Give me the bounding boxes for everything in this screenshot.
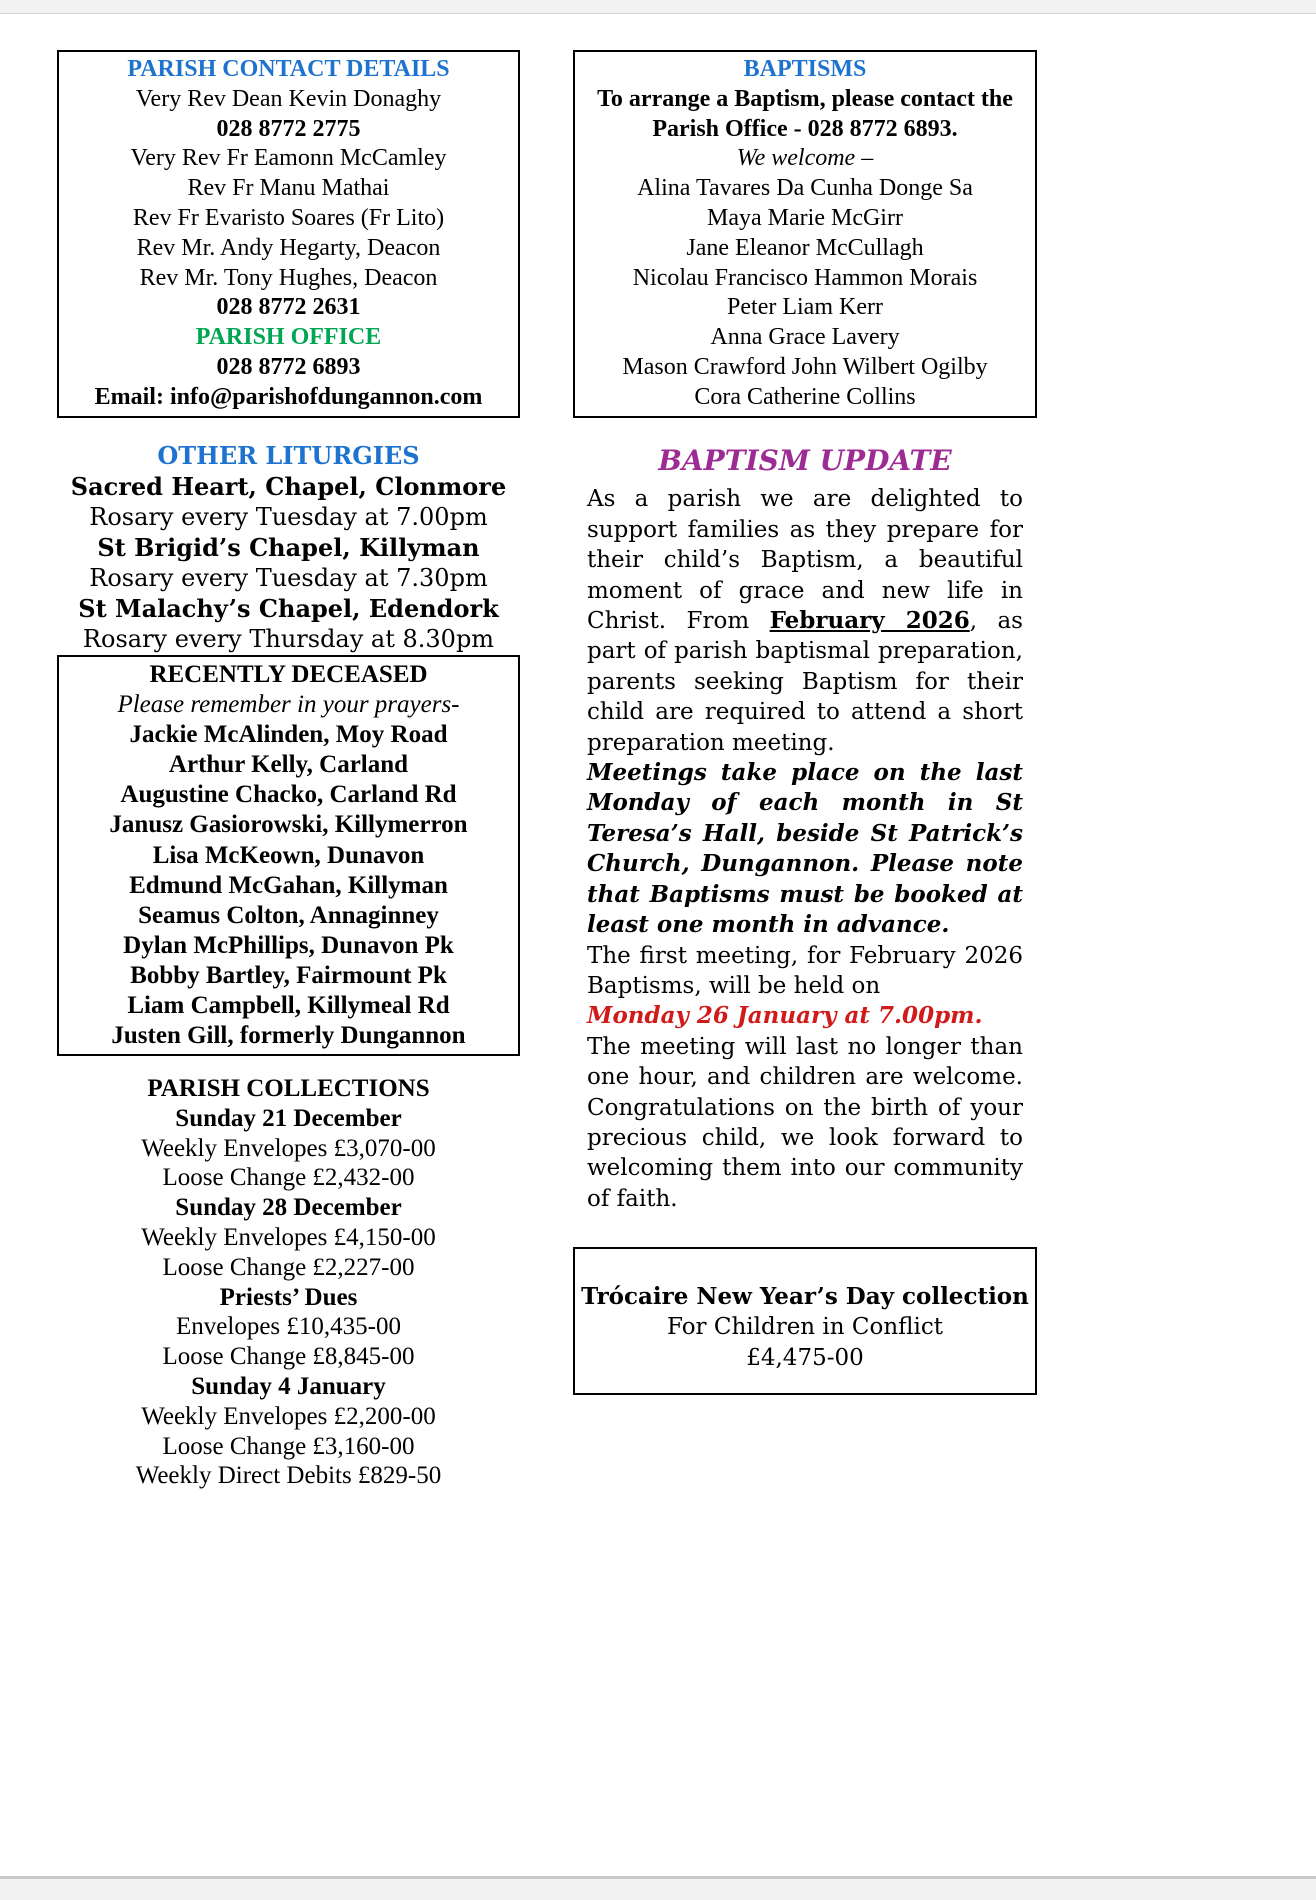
- contact-line: PARISH OFFICE: [195, 324, 382, 351]
- baptism-name: Nicolau Francisco Hammon Morais: [632, 264, 978, 291]
- contact-line: Very Rev Fr Eamonn McCamley: [130, 145, 447, 172]
- para1-segment: , as part of parish baptismal preparation, parents seeking Baptism for their child are required to attend a short preparation meeting.: [587, 608, 1023, 756]
- contact-line: Rev Mr. Andy Hegarty, Deacon: [136, 234, 441, 261]
- collection-line: Loose Change £3,160-00: [162, 1432, 415, 1460]
- contact-line: Rev Fr Manu Mathai: [187, 175, 390, 202]
- recently-deceased-title: RECENTLY DECEASED: [149, 661, 428, 688]
- other-liturgies-section: [57, 441, 520, 655]
- baptism-name: Maya Marie McGirr: [707, 204, 903, 231]
- liturgy-line: Rosary every Thursday at 8.30pm: [82, 625, 495, 653]
- trocaire-amount: £4,475-00: [746, 1345, 864, 1371]
- baptism-name: Anna Grace Lavery: [710, 324, 900, 351]
- collection-line: Envelopes £10,435-00: [176, 1313, 401, 1341]
- deceased-name: Jackie McAlinden, Moy Road: [129, 721, 448, 749]
- contact-line: Rev Fr Evaristo Soares (Fr Lito): [132, 204, 445, 231]
- baptisms-welcome: We welcome –: [736, 145, 874, 172]
- liturgy-line: Rosary every Tuesday at 7.30pm: [89, 564, 488, 592]
- baptisms-names: [579, 174, 1031, 412]
- baptism-update-title: BAPTISM UPDATE: [658, 444, 952, 477]
- baptisms-box: [573, 50, 1037, 418]
- deceased-name: Dylan McPhillips, Dunavon Pk: [123, 931, 454, 959]
- deceased-name: Arthur Kelly, Carland: [168, 751, 409, 779]
- trocaire-collection-box: [573, 1247, 1037, 1395]
- collection-line: Weekly Direct Debits £829-50: [135, 1462, 442, 1490]
- baptism-name: Alina Tavares Da Cunha Donge Sa: [637, 175, 973, 202]
- baptism-update-para4: The meeting will last no longer than one hour, and children are welcome. Congratulations on the birth of your precious child, we look forward to welcoming them into our community of faith.: [587, 1033, 1023, 1212]
- liturgy-line: St Brigid’s Chapel, Killyman: [97, 532, 480, 562]
- deceased-name: Seamus Colton, Annaginney: [138, 901, 439, 929]
- liturgy-line: St Malachy’s Chapel, Edendork: [78, 593, 499, 623]
- baptism-update-section: [573, 446, 1037, 1214]
- parish-contact-details-box: [57, 50, 520, 418]
- collection-line: Sunday 21 December: [175, 1104, 402, 1132]
- contact-line: Very Rev Dean Kevin Donaghy: [135, 85, 442, 112]
- parish-collections-section: [57, 1074, 520, 1491]
- deceased-name: Lisa McKeown, Dunavon: [152, 841, 425, 869]
- collection-line: Loose Change £8,845-00: [162, 1343, 415, 1371]
- trocaire-line2: For Children in Conflict: [667, 1314, 943, 1340]
- collection-line: Loose Change £2,432-00: [162, 1164, 415, 1192]
- baptisms-title: BAPTISMS: [743, 56, 867, 82]
- contact-box-lines: [63, 85, 514, 413]
- page-top-edge: [0, 0, 1316, 14]
- liturgy-line: Sacred Heart, Chapel, Clonmore: [70, 471, 507, 501]
- parish-collections-lines: [57, 1104, 520, 1491]
- baptism-update-para2: Meetings take place on the last Monday of each month in St Teresa’s Hall, beside St Patrick’s Church, Dungannon. Please note that Baptisms must be booked at least one month in advance.: [587, 759, 1023, 939]
- contact-line: Rev Mr. Tony Hughes, Deacon: [139, 264, 438, 291]
- trocaire-title: Trócaire New Year’s Day collection: [581, 1283, 1029, 1310]
- collection-line: Weekly Envelopes £2,200-00: [141, 1402, 436, 1430]
- baptism-update-para1: [587, 484, 1023, 758]
- contact-line: Email: info@parishofdungannon.com: [94, 383, 483, 410]
- collection-line: Weekly Envelopes £3,070-00: [141, 1134, 436, 1162]
- deceased-name: Augustine Chacko, Carland Rd: [120, 781, 457, 809]
- other-liturgies-title: OTHER LITURGIES: [157, 441, 420, 470]
- recently-deceased-box: [57, 655, 520, 1056]
- contact-line: 028 8772 6893: [216, 353, 361, 380]
- contact-line: 028 8772 2775: [216, 115, 361, 142]
- collection-line: Loose Change £2,227-00: [162, 1253, 415, 1281]
- baptism-update-para1-segments: [587, 486, 1023, 755]
- baptisms-intro: To arrange a Baptism, please contact the Parish Office - 028 8772 6893.: [597, 85, 1013, 142]
- deceased-name: Liam Campbell, Killymeal Rd: [127, 992, 450, 1020]
- collection-line: Weekly Envelopes £4,150-00: [141, 1223, 436, 1251]
- deceased-name: Janusz Gasiorowski, Killymerron: [109, 811, 468, 839]
- contact-box-title: PARISH CONTACT DETAILS: [127, 56, 450, 82]
- page-bottom-edge: [0, 1876, 1316, 1900]
- deceased-name: Justen Gill, formerly Dungannon: [111, 1022, 466, 1050]
- para1-segment: As a parish we are delighted to support families as they prepare for their child’s Baptism, a beautiful moment of grace and new life in Christ. From: [587, 486, 1023, 635]
- collection-line: Sunday 4 January: [191, 1372, 386, 1400]
- parish-collections-title: PARISH COLLECTIONS: [147, 1075, 430, 1102]
- baptism-name: Peter Liam Kerr: [727, 294, 883, 321]
- baptism-name: Mason Crawford John Wilbert Ogilby: [622, 353, 988, 380]
- liturgy-line: Rosary every Tuesday at 7.00pm: [89, 503, 488, 531]
- baptism-name: Jane Eleanor McCullagh: [686, 234, 924, 261]
- collection-line: Priests’ Dues: [219, 1283, 358, 1311]
- deceased-name: Edmund McGahan, Killyman: [129, 871, 448, 899]
- collection-line: Sunday 28 December: [175, 1194, 402, 1222]
- para1-segment: February 2026: [769, 607, 970, 635]
- baptism-name: Cora Catherine Collins: [694, 383, 916, 410]
- recently-deceased-names: [63, 720, 514, 1051]
- recently-deceased-subtitle: Please remember in your prayers-: [117, 691, 460, 719]
- contact-line: 028 8772 2631: [216, 294, 361, 321]
- baptism-update-para3: The first meeting, for February 2026 Baptisms, will be held on: [587, 942, 1023, 999]
- deceased-name: Bobby Bartley, Fairmount Pk: [130, 961, 447, 989]
- baptism-update-highlight: Monday 26 January at 7.00pm.: [587, 1002, 983, 1030]
- other-liturgies-lines: [57, 472, 520, 655]
